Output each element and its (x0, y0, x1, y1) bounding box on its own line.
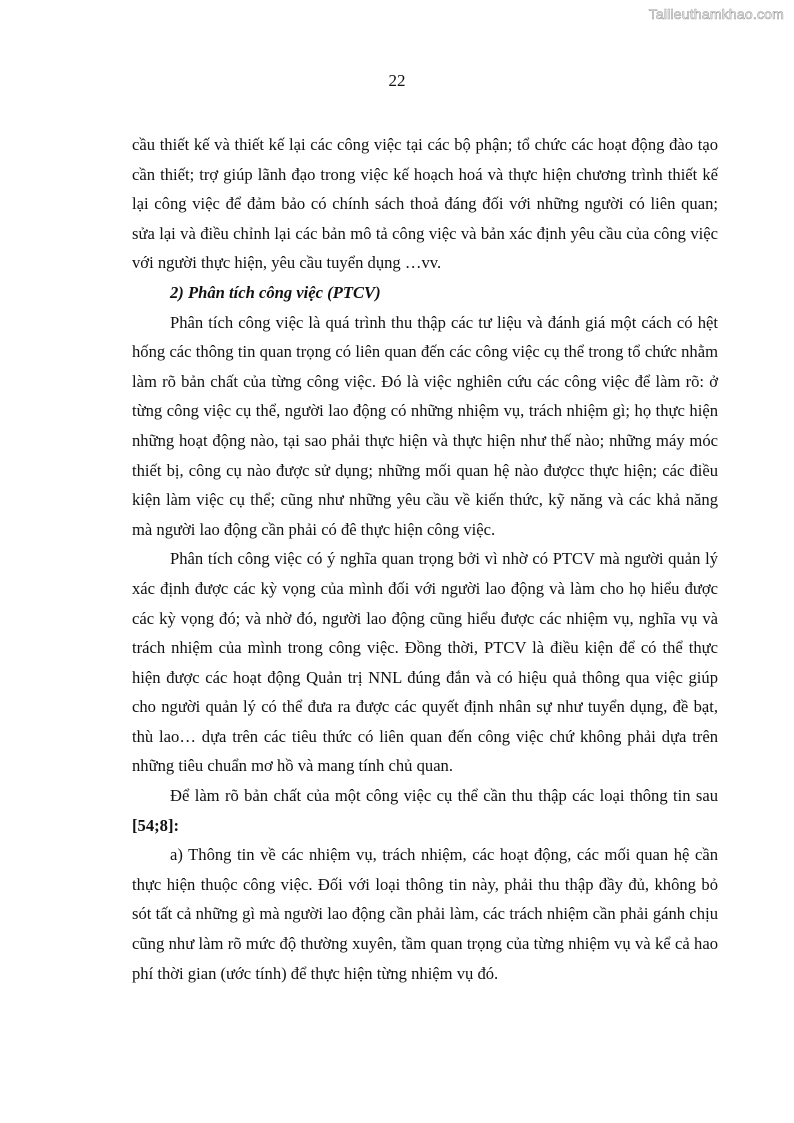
paragraph-definition: Phân tích công việc là quá trình thu thập các tư liệu và đánh giá một cách có hệt hống các thông tin quan trọng có liên quan đến các công việc cụ thể trong tổ chức nhằm làm rõ bản chất của từng công việc. Đó là việc nghiên cứu các công việc để làm rõ: ở từng công việc cụ thể, người lao động có những nhiệm vụ, trách nhiệm gì; họ thực hiện những hoạt động nào, tại sao phải thực hiện và thực hiện như thế nào; những máy móc thiết bị, công cụ nào được sử dụng; những mối quan hệ nào đượcc thực hiện; các điều kiện làm việc cụ thể; cũng như những yêu cầu về kiến thức, kỹ năng và các khả năng mà người lao động cần phải có đê thực hiện công việc. (132, 312, 718, 539)
page-body (132, 130, 718, 988)
paragraph-item-a: a) Thông tin về các nhiệm vụ, trách nhiệm, các hoạt động, các mối quan hệ cần thực hiện thuộc công việc. Đối với loại thông tin này, phải thu thập đầy đủ, không bỏ sót tất cả những gì mà người lao động cần phải làm, các trách nhiệm cần phải gánh chịu cũng như làm rõ mức độ thường xuyên, tầm quan trọng của từng nhiệm vụ và kể cả hao phí thời gian (ước tính) để thực hiện từng nhiệm vụ đó. (132, 845, 718, 983)
page-number: 22 (388, 71, 406, 90)
watermark: Tailieuthamkhao.com (648, 6, 784, 22)
section-heading: 2) Phân tích công việc (PTCV) (170, 282, 381, 302)
citation-reference: [54;8]: (132, 815, 179, 835)
paragraph-continuation: cầu thiết kế và thiết kế lại các công việc tại các bộ phận; tổ chức các hoạt động đào tạo cần thiết; trợ giúp lãnh đạo trong việc kế hoạch hoá và thực hiện chương trình thiết kế lại công việc để đảm bảo có chính sách thoả đáng đối với những người có liên quan; sửa lại và điều chỉnh lại các bản mô tả công việc và bản xác định yêu cầu của công việc với người thực hiện, yêu cầu tuyển dụng …vv. (132, 135, 718, 273)
paragraph-significance: Phân tích công việc có ý nghĩa quan trọng bởi vì nhờ có PTCV mà người quản lý xác định được các kỳ vọng của mình đối với người lao động và làm cho họ hiểu được các kỳ vọng đó; và nhờ đó, người lao động cũng hiểu được các nhiệm vụ, nghĩa vụ và trách nhiệm của mình trong công việc. Đồng thời, PTCV là điều kiện để có thể thực hiện được các hoạt động Quản trị NNL đúng đắn và có hiệu quả thông qua việc giúp cho người quản lý có thể đưa ra được các quyết định nhân sự như tuyển dụng, đề bạt, thù lao… dựa trên các tiêu thức có liên quan đến công việc chứ không phải dựa trên những tiêu chuẩn mơ hồ và mang tính chủ quan. (132, 549, 718, 776)
paragraph-info-types-text: Để làm rõ bản chất của một công việc cụ thể cần thu thập các loại thông tin sau (170, 786, 718, 806)
paragraph-info-types (132, 781, 718, 840)
